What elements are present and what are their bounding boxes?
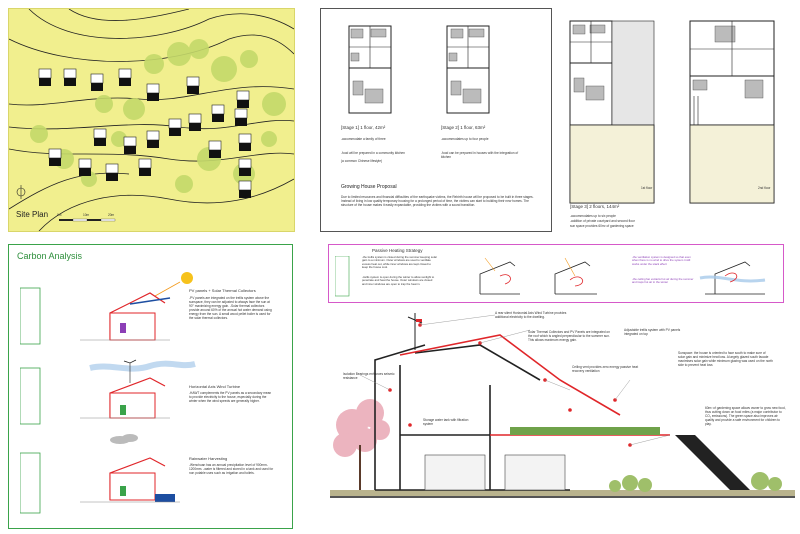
carbon-title: Carbon Analysis bbox=[17, 251, 83, 261]
wind-heading: Horizontal Axis Wind Turbine bbox=[189, 384, 241, 389]
callout-trellis: Adjustable trellis system with PV panels integrated on top bbox=[624, 328, 681, 336]
north-arrow-icon bbox=[17, 185, 25, 199]
passive-note-fan: -the ceiling fan extracts hot air during the summer and traps hot air in the winter bbox=[632, 277, 694, 285]
passive-note-winter: -trellis system is open during the winter to allow sunlight to penetrate and heat the house. Outer windows are closed and inner windows are open to trap the heat in. bbox=[362, 275, 435, 286]
stage2-note-2: -food can be prepared in houses with the integration of kitchen bbox=[441, 151, 519, 159]
rain-text: -Wenchuan has an annual precipitation level of 900mm-1200mm. -water is filtered and stored in a tank and used for non potable uses such as irrigation and toilets. bbox=[189, 463, 274, 475]
pv-text: -PV panels are integrated on the trellis system above the sunspace, they can be adjusted to always face the sun at 90° maximizing energy gain. -Solar thermal collectors provide around 60% of the annual hot water demand using energy from the sun. A small wood pellet boiler is used for the solar thermal collectors. bbox=[189, 296, 272, 320]
stage3-note-2: -addition of private courtyard and second floor bbox=[570, 219, 635, 223]
callout-ceiling-vent: Ceiling vent provides zero energy passive heat recovery ventilation bbox=[572, 365, 639, 373]
scale-label-10: 10m bbox=[83, 213, 90, 217]
ventilation-diagram bbox=[700, 262, 765, 294]
site-plan-panel bbox=[8, 8, 295, 232]
stage2-heading: [Stage 2] 1 floor, 63m² bbox=[441, 125, 486, 130]
stage3-1st-floor-label: 1st floor bbox=[641, 186, 653, 190]
passive-note-stack: -the ventilation system is designed so that even when there is no wind to drive the system it still works under the stack effect bbox=[632, 255, 691, 266]
scale-label-20: 20m bbox=[108, 213, 115, 217]
rain-heading: Rainwater Harvesting bbox=[189, 456, 228, 461]
winter-diagram bbox=[555, 258, 597, 294]
stage2-note-1: -accommodates up to four people bbox=[441, 137, 489, 141]
wind-diagram bbox=[80, 360, 195, 418]
callout-water-tank: Storage water tank with filtration system bbox=[423, 418, 469, 426]
pv-diagram bbox=[80, 272, 193, 340]
callout-sunspace: Sunspace: the house is oriented to face south to make sure of solar gain and minimize heat loss. A largely glazed south facade maximises solar gain while minimum glazing was used on the north side to prevent heat loss bbox=[678, 351, 773, 367]
cloud-icon bbox=[110, 434, 138, 444]
rain-diagram bbox=[80, 434, 180, 502]
passive-note-summer: -the trellis system is closed during the summer keeping solar gain to a minimum. Outer windows are used to ventilate excess heat out, while inner windows are kept closed to keep the house cool. bbox=[362, 255, 437, 270]
scale-bar bbox=[59, 219, 115, 221]
scale-label-0: 0m bbox=[57, 213, 62, 217]
stage3-plans-drawing bbox=[560, 16, 800, 206]
site-plan-title: Site Plan bbox=[16, 210, 49, 219]
callout-solar-collectors: Solar Thermal Collectors and PV Panels are integrated on the roof which is angled perpendicular to the summer sun. This allows maximum energy gain. bbox=[528, 330, 610, 342]
summer-diagram bbox=[480, 258, 520, 294]
pv-heading: PV panels + Solar Thermal Collectors bbox=[189, 288, 256, 293]
stage3-2nd-floor-label: 2nd floor bbox=[758, 186, 771, 190]
blossom-tree bbox=[333, 399, 390, 457]
stage1-note-2: -food will be prepared in a community kitchen bbox=[341, 151, 405, 155]
wind-turbine-icon bbox=[124, 360, 136, 363]
stage3-note-3: sun space provides 60m² of gardening space bbox=[570, 224, 634, 228]
callout-isolation-bearings: Isolation Bearings enhances seismic resistance bbox=[343, 372, 395, 380]
growing-title: Growing House Proposal bbox=[341, 184, 397, 190]
wind-turbine-icon bbox=[408, 313, 422, 350]
stage3-note-1: -accommodates up to six people bbox=[570, 214, 616, 218]
passive-title: Passive Heating Strategy bbox=[372, 248, 423, 253]
callout-wind-turbine: A rear silent Horizontal Axis Wind Turbine provides additional electricity to the dwelling. bbox=[495, 311, 567, 319]
callout-gardening: 60m² of gardening space allows owner to grow new food, thus cutting down on food miles (a major contributor to CO₂ emissions). The green space also improves air quality and provide a safe environment for children to play. bbox=[705, 406, 786, 426]
stage1-note-1: -accommodate a family of three bbox=[341, 137, 386, 141]
stage1-note-3: (a common Chinese lifestyle) bbox=[341, 159, 383, 163]
stage3-heading: [Stage 3] 2 floors, 144m² bbox=[570, 204, 620, 209]
wind-text: -HAWT complements the PV panels as a secondary mean to provide electricity to the house, especially during the winter when the wind speeds are generally higher. bbox=[189, 391, 272, 403]
growing-house-panel bbox=[320, 8, 552, 232]
growing-description: Due to limited resources and financial difficulties of the earthquake victims, the Rebirth house will be proposed to be built in three stages. Instead of living in low quality temporary housing for a prolonged period of time, the victims can start to building their new homes. The structure of the house makes it easily expandable, providing the victims with a sound transition. bbox=[341, 195, 534, 207]
site-plan-drawing bbox=[9, 9, 294, 231]
sun-icon bbox=[181, 272, 193, 284]
stage1-heading: [Stage 1] 1 floor, 42m² bbox=[341, 125, 386, 130]
